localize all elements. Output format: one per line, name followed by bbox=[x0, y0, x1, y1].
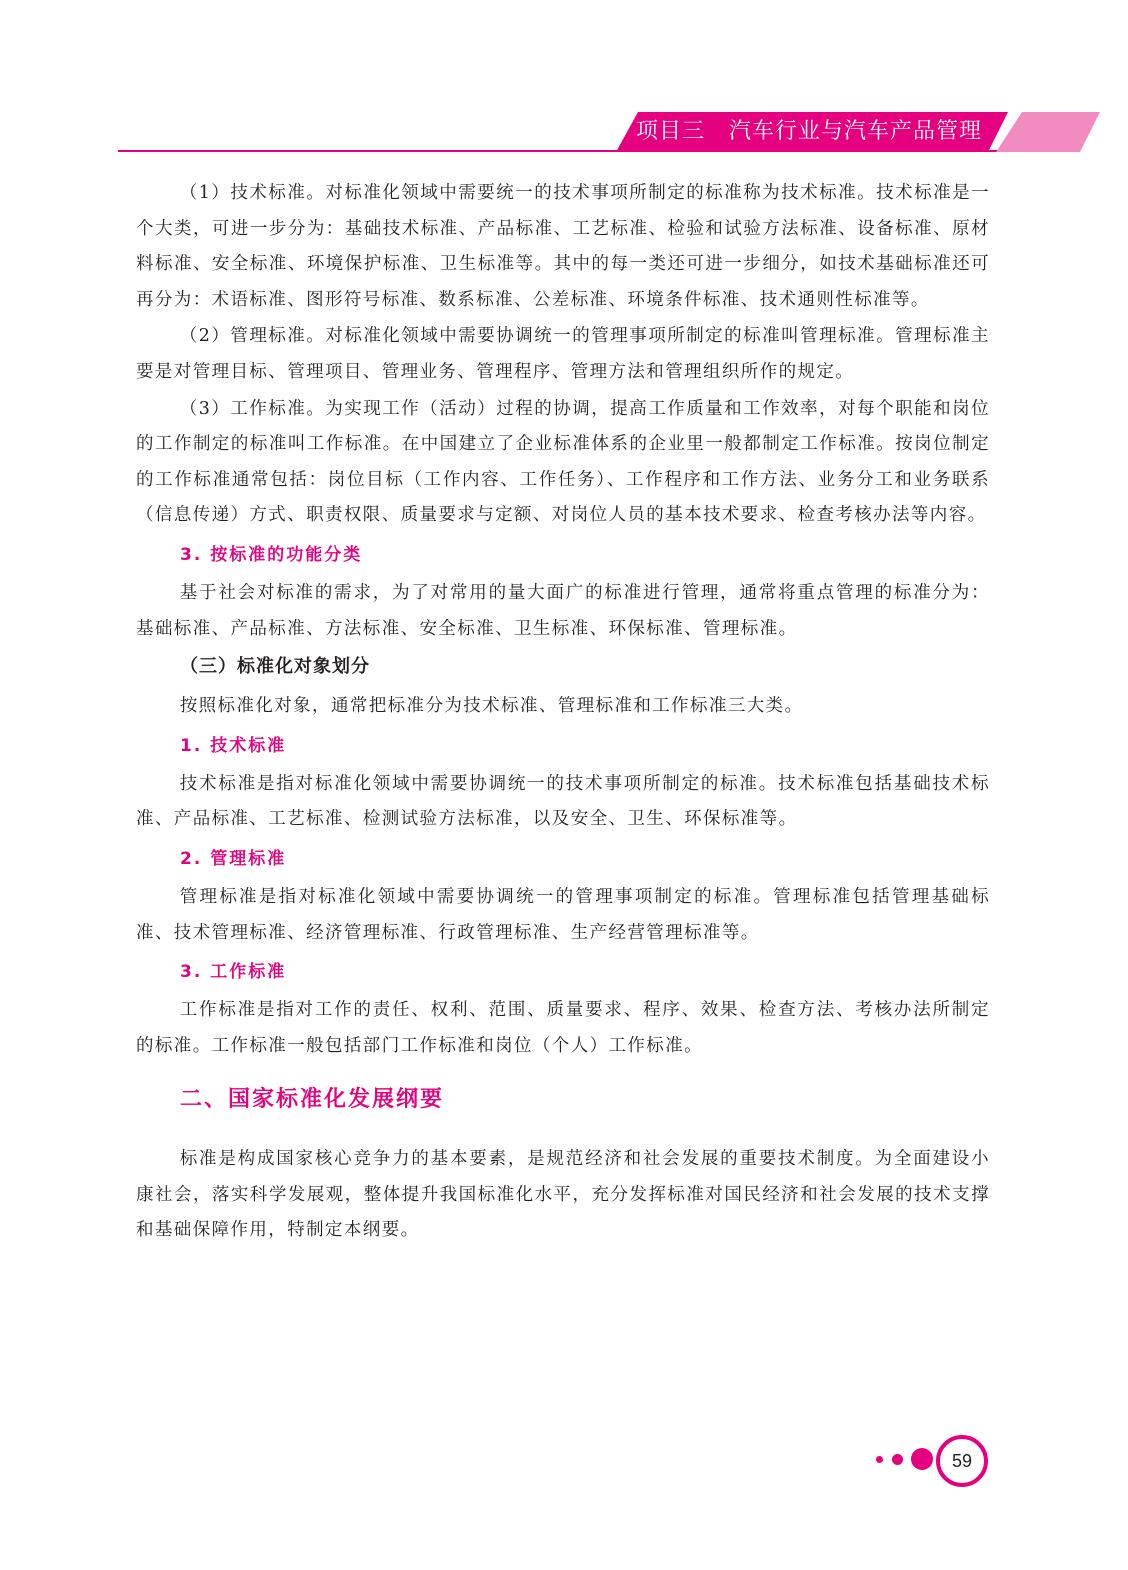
page-number: 59 bbox=[936, 1435, 988, 1487]
paragraph-work-standard: （3）工作标准。为实现工作（活动）过程的协调，提高工作质量和工作效率，对每个职能和岗位的工作制定的标准叫工作标准。在中国建立了企业标准体系的企业里一般都制定工作标准。按岗位制定的工作标准通常包括：岗位目标（工作内容、工作任务）、工作程序和工作方法、业务分工和业务联系（信息传递）方式、职责权限、质量要求与定额、对岗位人员的基本技术要求、检查考核办法等内容。 bbox=[136, 398, 990, 526]
paragraph-object-division: 按照标准化对象，通常把标准分为技术标准、管理标准和工作标准三大类。 bbox=[179, 696, 804, 717]
paragraph-management-definition: 管理标准是指对标准化领域中需要协调统一的管理事项制定的标准。管理标准包括管理基础标准、技术管理标准、经济管理标准、行政管理标准、生产经营管理标准等。 bbox=[136, 886, 990, 943]
dot-small-icon bbox=[876, 1456, 883, 1463]
heading-national-outline: 二、国家标准化发展纲要 bbox=[180, 1087, 445, 1113]
heading-work-standard: 3. 工作标准 bbox=[180, 962, 287, 983]
heading-management-standard: 2. 管理标准 bbox=[180, 848, 287, 869]
heading-object-division: （三）标准化对象划分 bbox=[180, 656, 370, 678]
chapter-header bbox=[0, 112, 1128, 152]
header-tail bbox=[996, 112, 1100, 152]
paragraph-national-outline: 标准是构成国家核心竞争力的基本要素，是规范经济和社会发展的重要技术制度。为全面建设小康社会，落实科学发展观，整体提升我国标准化水平，充分发挥标准对国民经济和社会发展的技术支撑和基础保障作用，特制定本纲要。 bbox=[136, 1149, 990, 1241]
paragraph-technical-standard: （1）技术标准。对标准化领域中需要统一的技术事项所制定的标准称为技术标准。技术标准是一个大类，可进一步分为：基础技术标准、产品标准、工艺标准、检验和试验方法标准、设备标准、原材料标准、安全标准、环境保护标准、卫生标准等。其中的每一类还可进一步细分，如技术基础标准还可再分为：术语标准、图形符号标准、数系标准、公差标准、环境条件标准、技术通则性标准等。 bbox=[136, 183, 990, 310]
dot-large-icon bbox=[911, 1448, 933, 1470]
chapter-title: 项目三 汽车行业与汽车产品管理 bbox=[636, 119, 982, 144]
heading-technical-standard: 1. 技术标准 bbox=[180, 735, 287, 756]
heading-function-classification: 3. 按标准的功能分类 bbox=[180, 544, 363, 565]
page-number-badge bbox=[876, 1434, 996, 1486]
paragraph-work-definition: 工作标准是指对工作的责任、权利、范围、质量要求、程序、效果、检查方法、考核办法所制定的标准。工作标准一般包括部门工作标准和岗位（个人）工作标准。 bbox=[136, 1000, 990, 1056]
paragraph-management-standard: （2）管理标准。对标准化领域中需要协调统一的管理事项所制定的标准叫管理标准。管理标准主要是对管理目标、管理项目、管理业务、管理程序、管理方法和管理组织所作的规定。 bbox=[136, 326, 990, 382]
page-content bbox=[136, 176, 990, 1250]
dot-medium-icon bbox=[892, 1454, 903, 1465]
paragraph-function-classification: 基于社会对标准的需求，为了对常用的量大面广的标准进行管理，通常将重点管理的标准分为：基础标准、产品标准、方法标准、安全标准、卫生标准、环保标准、管理标准。 bbox=[136, 582, 990, 639]
paragraph-technical-definition: 技术标准是指对标准化领域中需要协调统一的技术事项所制定的标准。技术标准包括基础技术标准、产品标准、工艺标准、检测试验方法标准，以及安全、卫生、环保标准等。 bbox=[136, 773, 990, 830]
